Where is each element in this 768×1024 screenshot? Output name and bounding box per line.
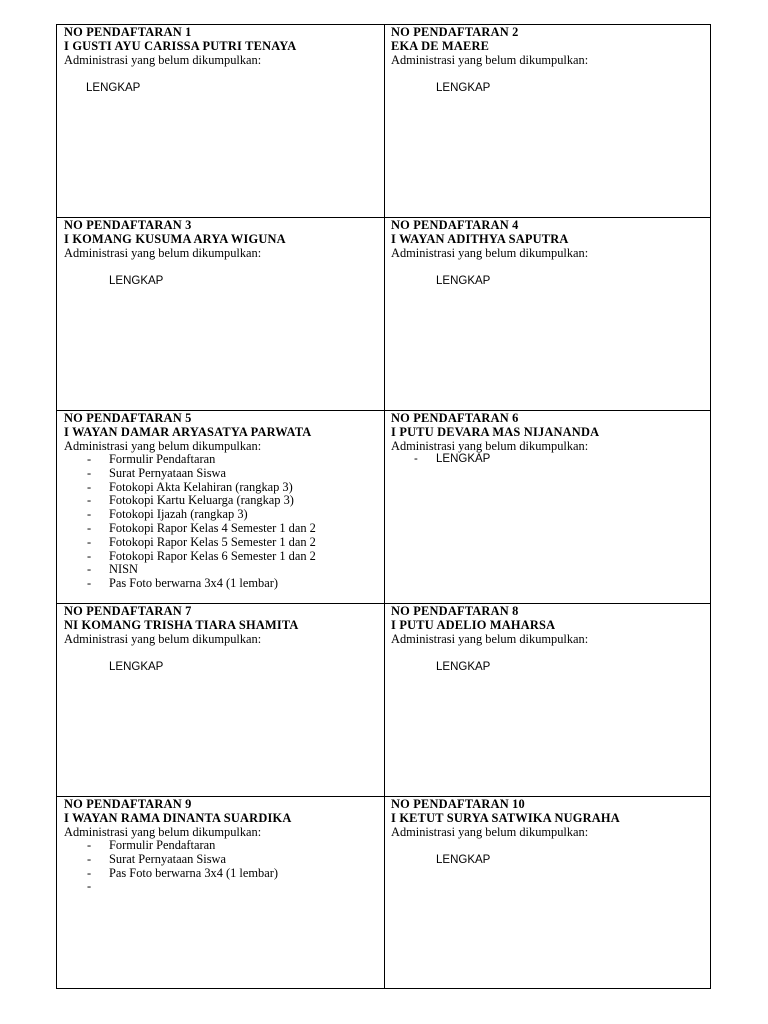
list-item: - Surat Pernyataan Siswa [64,467,384,481]
status-text: LENGKAP [436,82,491,94]
student-name: I PUTU DEVARA MAS NIJANANDA [391,425,600,439]
list-item: - NISN [64,563,384,577]
list-item: - Fotokopi Ijazah (rangkap 3) [64,508,384,522]
student-name: I KOMANG KUSUMA ARYA WIGUNA [64,232,286,246]
admin-label: Administrasi yang belum dikumpulkan: [64,439,262,453]
registration-number: NO PENDAFTARAN 3 [64,218,192,232]
list-item: - Formulir Pendaftaran [64,839,384,853]
admin-label: Administrasi yang belum dikumpulkan: [391,825,589,839]
status-text: LENGKAP [436,661,491,673]
registration-cell-6 [391,411,711,467]
registration-cell-2 [391,25,711,95]
list-item: - Surat Pernyataan Siswa [64,853,384,867]
list-item: - Pas Foto berwarna 3x4 (1 lembar) [64,867,384,881]
registration-number: NO PENDAFTARAN 2 [391,25,519,39]
column-divider [384,25,385,988]
registration-number: NO PENDAFTARAN 6 [391,411,519,425]
status-text: LENGKAP [436,275,491,287]
registration-number: NO PENDAFTARAN 5 [64,411,192,425]
student-name: I GUSTI AYU CARISSA PUTRI TENAYA [64,39,297,53]
list-item: - Pas Foto berwarna 3x4 (1 lembar) [64,577,384,591]
admin-label: Administrasi yang belum dikumpulkan: [391,246,589,260]
missing-documents-list [64,453,384,591]
admin-label: Administrasi yang belum dikumpulkan: [64,246,262,260]
admin-label: Administrasi yang belum dikumpulkan: [391,53,589,67]
admin-label: Administrasi yang belum dikumpulkan: [64,53,262,67]
status-text: LENGKAP [86,82,141,94]
list-item: - Formulir Pendaftaran [64,453,384,467]
list-item [64,880,384,894]
registration-cell-7 [64,604,384,674]
student-name: I WAYAN DAMAR ARYASATYA PARWATA [64,425,312,439]
student-name: I WAYAN ADITHYA SAPUTRA [391,232,569,246]
list-item: - Fotokopi Rapor Kelas 6 Semester 1 dan 2 [64,550,384,564]
registration-cell-8 [391,604,711,674]
admin-label: Administrasi yang belum dikumpulkan: [64,825,262,839]
status-text: LENGKAP [109,661,164,673]
registration-number: NO PENDAFTARAN 9 [64,797,192,811]
registration-cell-1 [64,25,384,95]
registration-cell-10 [391,797,711,867]
registration-table [56,24,711,989]
registration-number: NO PENDAFTARAN 10 [391,797,525,811]
registration-cell-5 [64,411,384,591]
student-name: EKA DE MAERE [391,39,490,53]
registration-number: NO PENDAFTARAN 4 [391,218,519,232]
status-text: LENGKAP [436,854,491,866]
student-name: I KETUT SURYA SATWIKA NUGRAHA [391,811,620,825]
list-item: - Fotokopi Rapor Kelas 5 Semester 1 dan 2 [64,536,384,550]
list-item: - Fotokopi Akta Kelahiran (rangkap 3) [64,481,384,495]
list-item: - Fotokopi Kartu Keluarga (rangkap 3) [64,494,384,508]
admin-label: Administrasi yang belum dikumpulkan: [391,439,589,453]
student-name: NI KOMANG TRISHA TIARA SHAMITA [64,618,299,632]
registration-cell-3 [64,218,384,288]
status-text: LENGKAP [109,275,164,287]
registration-number: NO PENDAFTARAN 8 [391,604,519,618]
student-name: I WAYAN RAMA DINANTA SUARDIKA [64,811,292,825]
list-item: - Fotokopi Rapor Kelas 4 Semester 1 dan 2 [64,522,384,536]
registration-number: NO PENDAFTARAN 7 [64,604,192,618]
missing-documents-list [391,453,711,467]
admin-label: Administrasi yang belum dikumpulkan: [391,632,589,646]
registration-cell-9 [64,797,384,894]
registration-number: NO PENDAFTARAN 1 [64,25,192,39]
admin-label: Administrasi yang belum dikumpulkan: [64,632,262,646]
list-item: - LENGKAP [391,453,711,467]
missing-documents-list [64,839,384,894]
registration-cell-4 [391,218,711,288]
student-name: I PUTU ADELIO MAHARSA [391,618,556,632]
